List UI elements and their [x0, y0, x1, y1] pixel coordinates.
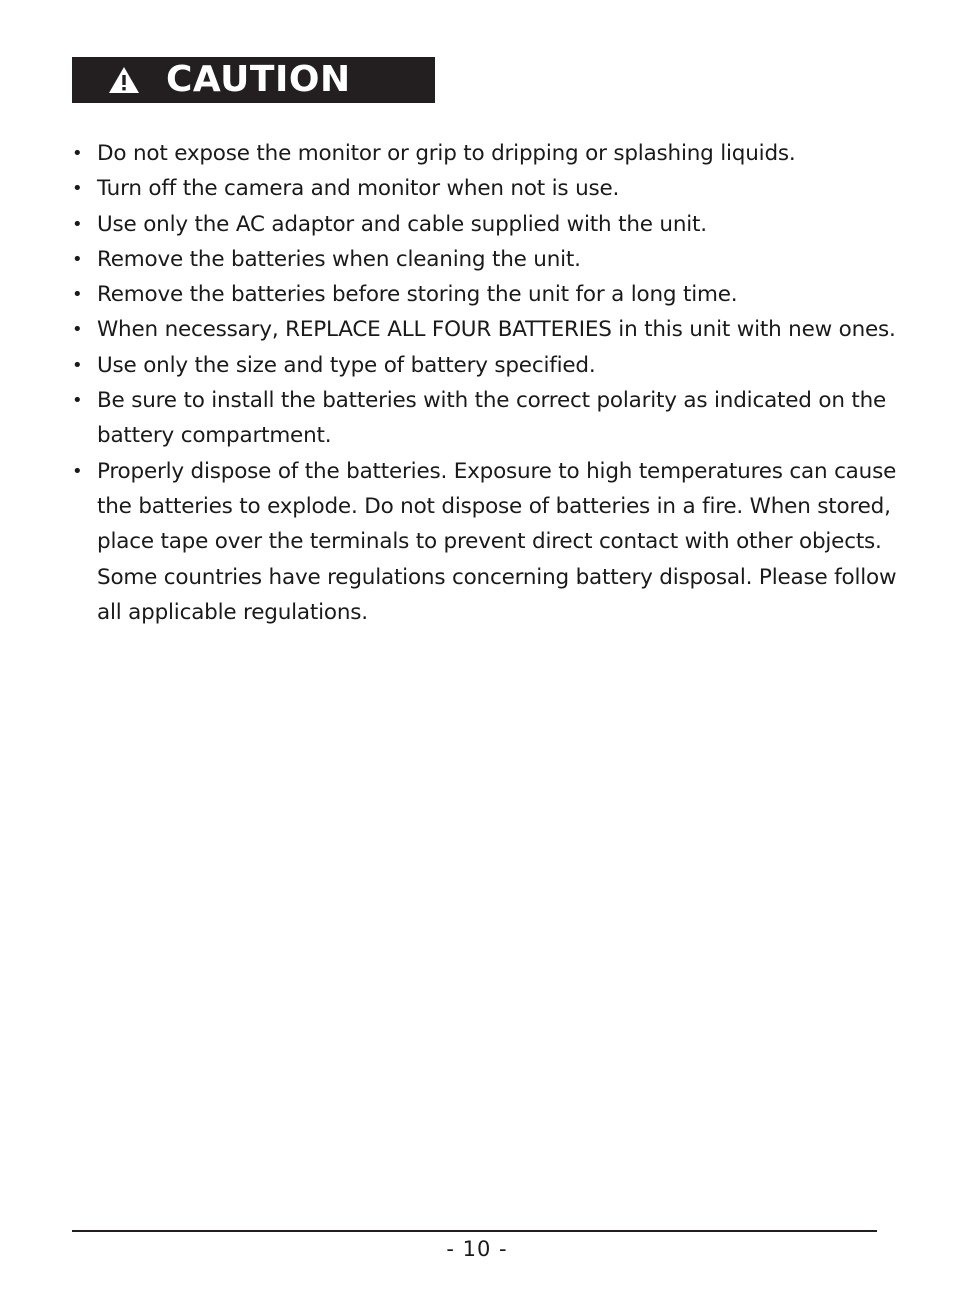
- list-item-text: When necessary, REPLACE ALL FOUR BATTERIES in this unit with new ones.: [97, 317, 896, 343]
- list-item-text: Turn off the camera and monitor when not is use.: [97, 176, 620, 202]
- list-item-text: Use only the AC adaptor and cable supplied with the unit.: [97, 211, 707, 237]
- list-item: [72, 136, 912, 171]
- bullet-icon: •: [72, 390, 83, 412]
- bullet-icon: •: [72, 178, 83, 200]
- footer-divider: [72, 1230, 877, 1232]
- bullet-icon: •: [72, 460, 83, 482]
- list-item-text: Properly dispose of the batteries. Exposure to high temperatures can cause the batteries to explode. Do not dispose of batteries in a fire. When stored, place tape over the terminals to prevent direct contact with other objects. Some countries have regulations concerning battery disposal. Please follow all applicable regulations.: [97, 458, 897, 625]
- caution-list: [72, 136, 912, 630]
- list-item: [72, 312, 912, 347]
- page-number: - 10 -: [446, 1237, 508, 1261]
- list-item: [72, 171, 912, 206]
- list-item: [72, 277, 912, 312]
- bullet-icon: •: [72, 284, 83, 306]
- list-item: [72, 454, 912, 630]
- caution-title: CAUTION: [166, 59, 351, 100]
- list-item: [72, 383, 912, 454]
- list-item: [72, 348, 912, 383]
- list-item-text: Be sure to install the batteries with the correct polarity as indicated on the battery compartment.: [97, 388, 887, 449]
- list-item-text: Remove the batteries when cleaning the unit.: [97, 246, 581, 272]
- bullet-icon: •: [72, 248, 83, 270]
- list-item-text: Use only the size and type of battery specified.: [97, 352, 596, 378]
- caution-banner: [72, 57, 435, 103]
- warning-triangle-icon: [108, 66, 140, 94]
- list-item: [72, 207, 912, 242]
- list-item-text: Remove the batteries before storing the unit for a long time.: [97, 282, 738, 308]
- list-item-text: Do not expose the monitor or grip to dripping or splashing liquids.: [97, 141, 796, 166]
- bullet-icon: •: [72, 319, 83, 341]
- bullet-icon: •: [72, 354, 83, 376]
- bullet-icon: •: [72, 213, 83, 235]
- bullet-icon: •: [72, 143, 83, 164]
- list-item: [72, 242, 912, 277]
